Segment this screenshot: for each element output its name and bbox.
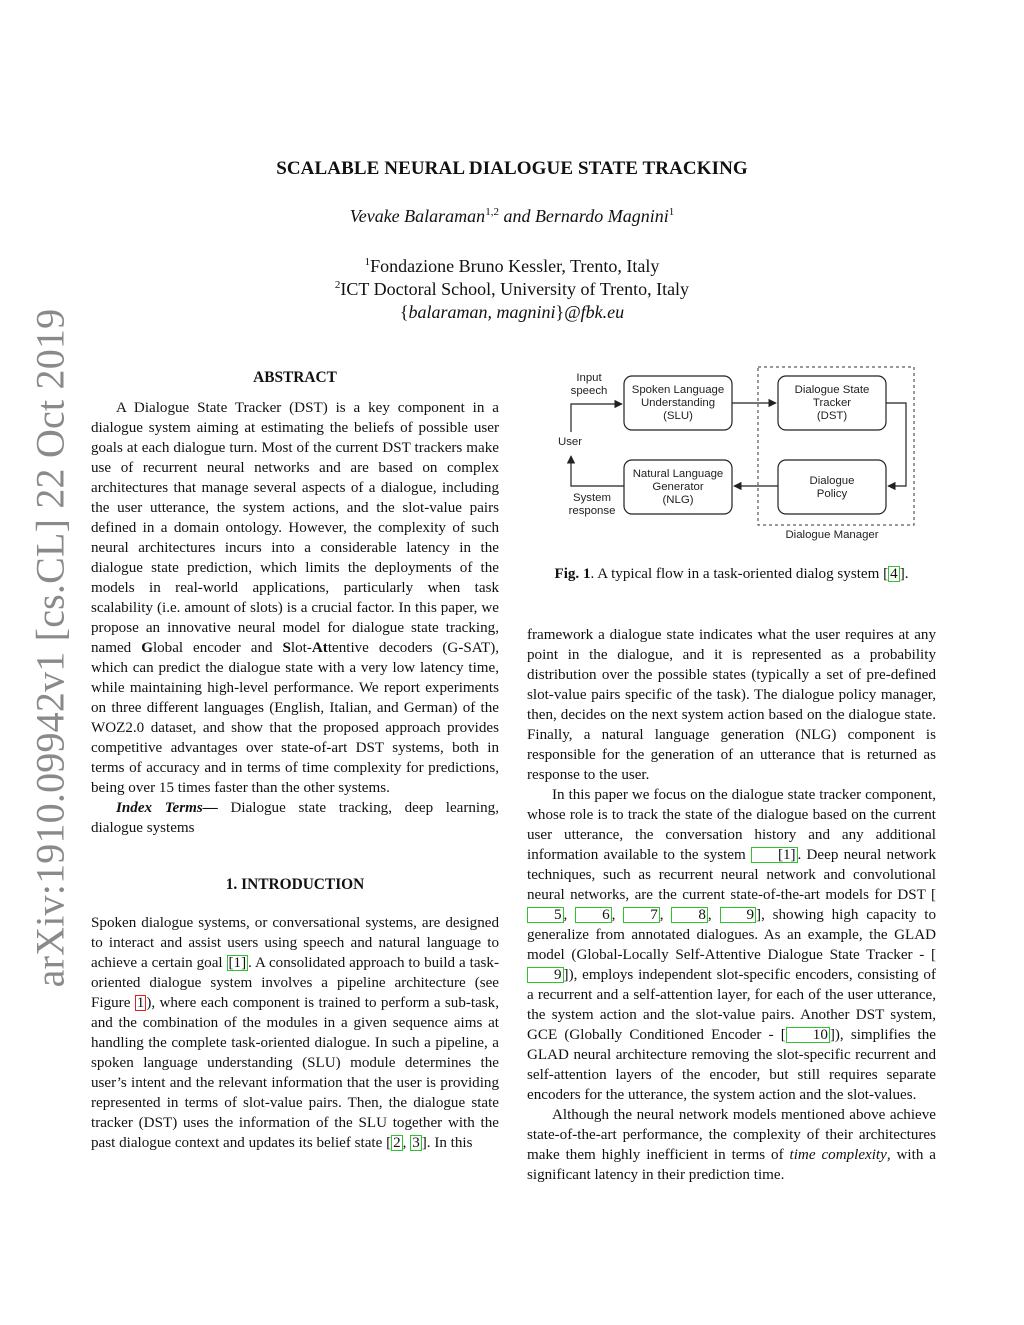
right-column <box>527 625 936 1185</box>
email-names: balaraman, magnini <box>408 302 556 322</box>
author-1: Vevake Balaraman <box>349 206 486 226</box>
figure-dialog-flow <box>550 362 930 547</box>
system-response-label-2: response <box>568 505 616 517</box>
intro-p3-text-a: Although the neural network models mentioned above achieve state-of-the-art performance, the complexity of their architectures make them highly inefficient in terms of <box>527 1107 936 1163</box>
abstract-paragraph <box>91 398 499 798</box>
system-response-arrow <box>571 456 624 486</box>
slu-label-3: (SLU) <box>663 410 693 422</box>
abstract-bold-g: G <box>141 640 153 656</box>
nlg-label-1: Natural Language <box>632 468 724 480</box>
intro-paragraph-1 <box>91 913 499 1153</box>
affiliation-2-mark: 2 <box>334 279 341 291</box>
intro-heading: 1. INTRODUCTION <box>225 876 365 893</box>
paper-title: SCALABLE NEURAL DIALOGUE STATE TRACKING <box>276 158 748 179</box>
citation-link[interactable]: 3 <box>412 1135 420 1151</box>
intro-paragraph-3 <box>527 1105 936 1185</box>
author-2: Bernardo Magnini <box>534 206 669 226</box>
author-line <box>0 206 1024 227</box>
citation-separator: , <box>402 1135 411 1151</box>
intro-p2-text-c: ], showing high capacity to generalize from annotated dialogues. As an example, the GLAD model (Global-Locally Self-Attentive Dialogue State Tracker - [ <box>527 907 937 963</box>
intro-p3-emphasis: time complexity <box>789 1147 887 1163</box>
figure-caption <box>527 566 936 583</box>
intro-p1-text-c: ), where each component is trained to perform a sub-task, and the combination of the modules in a given sequence aims at handling the complete task-oriented dialogue. In such a pipeline, a spoken language understanding (SLU) module determines the user’s intent and the relevant information that the user is providing represented in terms of slot-value pairs. Then, the dialogue state tracker (DST) uses the information of the SLU together with the past dialogue context and updates its belief state [ <box>91 995 499 1151</box>
dialogue-manager-label: Dialogue Manager <box>785 529 879 541</box>
abstract-heading: ABSTRACT <box>253 369 337 386</box>
index-terms-label: Index Terms— <box>116 800 218 816</box>
affiliation-1-mark: 1 <box>364 256 371 268</box>
citation-link[interactable]: 10 <box>786 1027 830 1043</box>
nlg-label-2: Generator <box>652 481 704 493</box>
index-terms-text: Dialogue state tracking, deep learning, dialogue systems <box>91 800 499 836</box>
slu-label-1: Spoken Language <box>631 384 725 396</box>
intro-paragraph-1-continued <box>527 625 936 785</box>
intro-p2-text-d: ]), employs independent slot-specific encoders, consisting of a recurrent and a self-attention layer, for each of the user utterance, the system action and the slot-value pairs. Another DST system, GCE (Globally Conditioned Encoder - [ <box>527 967 936 1043</box>
citation-link[interactable]: 7 <box>623 907 660 923</box>
intro-p1-text-d-continued: framework a dialogue state indicates what the user requires at any point in the dialogue, and it is represented as a probability distribution over the possible states (typically a set of pre-defined slot-value pairs specific of the task). The dialogue policy manager, then, decides on the next system action based on the dialogue state. Finally, a natural language generation (NLG) component is responsible for the generation of an utterance that is returned as response to the user. <box>527 627 936 783</box>
citation-link[interactable]: 8 <box>671 907 708 923</box>
input-speech-label-1: Input <box>576 372 602 384</box>
citation-link[interactable]: [1] <box>228 955 247 971</box>
citation-link[interactable]: 6 <box>575 907 612 923</box>
nlg-label-3: (NLG) <box>662 494 694 506</box>
citation-link[interactable]: 5 <box>527 907 564 923</box>
caption-end: ]. <box>899 566 909 582</box>
intro-p2-text-a: In this paper we focus on the dialogue state tracker component, whose role is to track the state of the dialogue based on the current user utterance, the conversation history and any additional information available to the system <box>527 787 936 863</box>
caption-text: . A typical flow in a task-oriented dialog system [ <box>590 566 889 582</box>
affiliation-2-text: ICT Doctoral School, University of Trento, Italy <box>340 279 690 299</box>
left-column <box>91 368 499 1153</box>
system-response-label-1: System <box>573 492 611 504</box>
intro-p2-text-b: . Deep neural network techniques, such as recurrent neural network and convolutional neural networks, are the current state-of-the-art models for DST [ <box>527 847 936 903</box>
email-brace-close: } <box>555 302 565 322</box>
intro-p3-text-b: , with a significant latency in their prediction time. <box>527 1147 936 1183</box>
citation-link[interactable]: 4 <box>890 566 898 582</box>
dst-to-policy-arrow <box>886 403 906 486</box>
author-2-affiliation-mark: 1 <box>668 206 675 218</box>
author-1-affiliation-mark: 1,2 <box>485 206 499 218</box>
citation-link[interactable]: [1] <box>751 847 798 863</box>
author-email <box>0 301 1024 324</box>
figure-link[interactable]: 1 <box>136 995 145 1011</box>
intro-p1-text-b: . A consolidated approach to build a task-oriented dialogue system involves a pipeline architecture (see Figure <box>91 955 499 1011</box>
dialog-flow-diagram <box>550 362 930 547</box>
citation-link[interactable]: 9 <box>527 967 564 983</box>
affiliation-1 <box>0 255 1024 278</box>
policy-label-1: Dialogue <box>809 475 855 487</box>
input-speech-label-2: speech <box>570 385 608 397</box>
intro-paragraph-2: In this paper we focus on the dialogue state tracker component, whose role is to track the state of the dialogue based on the current user utterance, the conversation history and any additional information available to the system [1] . Deep neural network techniques, such as recurrent neural network and convolutional neural networks, are the current state-of-the-art models for DST [5 , 6 , 7 , 8 , 9 ], showing high capacity to generalize from annotated dialogues. As an example, the GLAD model (Global-Locally Self-Attentive Dialogue State Tracker - [9 ]), employs independent slot-specific encoders, consisting of a recurrent and a self-attention layer, for each of the user utterance, the system action and the slot-value pairs. Another DST system, GCE (Globally Conditioned Encoder - [ 10 ]), simplifies the GLAD neural architecture removing the slot-specific recurrent and self-attention layers of the encoder, but still requires separate encoders for the utterance, the system action and the slot-values. <box>527 787 937 1103</box>
index-terms <box>91 798 499 838</box>
dst-label-1: Dialogue State <box>794 384 870 396</box>
intro-p2-text-e: ]), simplifies the GLAD neural architecture removing the slot-specific recurrent and self-attention layers of the encoder, but still requires separate encoders for the utterance, the system action and the slot-values. <box>527 1027 936 1103</box>
arxiv-stamp: arXiv:1910.09942v1 [cs.CL] 22 Oct 2019 <box>27 308 73 988</box>
abstract-text-2: lobal encoder and <box>152 640 283 656</box>
email-domain: @fbk.eu <box>564 302 625 322</box>
policy-label-2: Policy <box>816 488 848 500</box>
abstract-bold-s: S <box>282 640 291 656</box>
affiliations <box>0 255 1024 324</box>
email-brace-open: { <box>399 302 409 322</box>
affiliation-1-text: Fondazione Bruno Kessler, Trento, Italy <box>370 256 660 276</box>
intro-p1-text-d: ]. In this <box>421 1135 473 1151</box>
dst-label-2: Tracker <box>812 397 852 409</box>
caption-label: Fig. 1 <box>554 566 591 582</box>
policy-box <box>778 460 886 514</box>
dst-label-3: (DST) <box>816 410 848 422</box>
abstract-text-1: A Dialogue State Tracker (DST) is a key component in a dialogue system aiming at estimating the beliefs of possible user goals at each dialogue turn. Most of the current DST trackers make use of recurrent neural networks and are based on complex architectures that manage several aspects of a dialogue, including the user utterance, the system actions, and the slot-value pairs defined in a domain ontology. However, the complexity of such neural architectures incurs into a considerable latency in the dialogue state prediction, which limits the deployments of the models in real-world applications, particularly when task scalability (i.e. amount of slots) is a crucial factor. In this paper, we propose an innovative neural model for dialogue state tracking, named <box>91 400 499 656</box>
affiliation-2 <box>0 278 1024 301</box>
user-label: User <box>557 436 583 448</box>
citation-link[interactable]: 9 <box>720 907 757 923</box>
citation-link[interactable]: 2 <box>393 1135 401 1151</box>
input-speech-arrow <box>571 404 622 432</box>
slu-label-2: Understanding <box>640 397 716 409</box>
abstract-text-3: lot- <box>290 640 312 656</box>
intro-p1-text-a: Spoken dialogue systems, or conversational systems, are designed to interact and assist users using speech and natural language to achieve a certain goal <box>91 915 499 971</box>
abstract-text-4: tentive decoders (G-SAT), which can predict the dialogue state with a very low latency time, while maintaining high-level performance. We report experiments on three different languages (English, Italian, and German) of the WOZ2.0 dataset, and show that the proposed approach provides competitive advantages over state-of-art DST systems, both in terms of accuracy and in terms of time complexity for predictions, being over 15 times faster than the other systems. <box>91 640 499 796</box>
abstract-bold-at: At <box>311 640 328 656</box>
author-conjunction: and <box>498 206 535 226</box>
